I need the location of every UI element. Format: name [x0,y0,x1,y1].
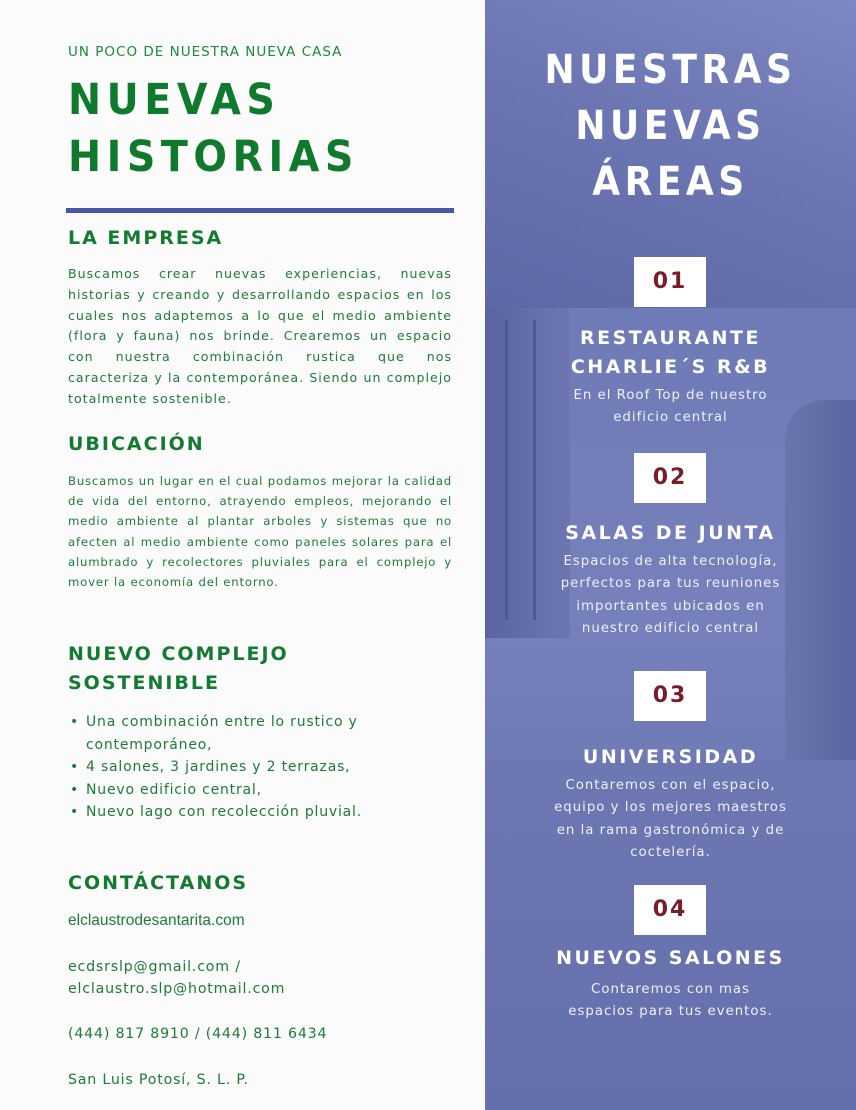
desc-line: Contaremos con mas [591,982,750,997]
email-link-2[interactable]: elclaustro.slp@hotmail.com [68,981,286,997]
area-title-salones: NUEVOS SALONES [556,947,785,969]
empresa-body: Buscamos crear nuevas experiencias, nuevas historias y creando y desarrollando espacios en los cuales nos adaptemos a lo que el medio ambiente (flora y fauna) nos brinde. Crearemos un espacio con nuestra combinación rustica que nos caracteriza y la contemporánea. Siendo un complejo totalmente sostenible. [68,266,452,406]
list-item: • Nuevo lago con recolección pluvial. [68,801,458,824]
desc-line: en la rama gastronómica y de [556,822,785,838]
complejo-heading-line-1: NUEVO COMPLEJO [68,643,289,665]
areas-title-line-3: ÁREAS [592,159,749,205]
area-title-universidad: UNIVERSIDAD [582,746,759,768]
area-title-line: RESTAURANTE [579,327,761,349]
area-title-restaurante [485,324,856,382]
complejo-heading [68,640,289,698]
location-text: San Luis Potosí, S. L. P. [68,1072,249,1088]
complejo-bullet-list [68,711,458,824]
areas-title [504,42,838,210]
area-number-04: 04 [634,885,706,935]
area-number-02: 02 [634,453,706,503]
website-link[interactable]: elclaustrodesantarita.com [68,912,245,929]
phone-numbers: (444) 817 8910 / (444) 811 6434 [68,1026,328,1042]
main-title [68,72,436,186]
area-desc-salas [535,551,806,641]
contacto-heading: CONTÁCTANOS [68,872,249,894]
desc-line: En el Roof Top de nuestro [573,388,768,403]
area-number-03: 03 [634,671,706,721]
list-item: • Nuevo edificio central, [68,779,458,802]
area-title-salas: SALAS DE JUNTA [565,522,776,544]
main-title-line-2: HISTORIAS [68,132,359,182]
empresa-heading: LA EMPRESA [68,227,224,249]
main-title-line-1: NUEVAS [68,75,281,125]
list-item: • 4 salones, 3 jardines y 2 terrazas, [68,756,458,779]
area-desc-restaurante [535,385,806,430]
desc-line: espacios para tus eventos. [568,1004,773,1020]
area-desc-universidad [535,775,806,865]
area-title-line: CHARLIE´S R&B [570,356,771,378]
desc-line: Espacios de alta tecnología, [563,554,778,569]
right-column [485,0,856,1110]
title-divider [66,208,454,213]
area-desc-salones [535,979,806,1024]
ubicacion-body: Buscamos un lugar en el cual podamos mejorar la calidad de vida del entorno, atrayendo empleos, mejorando el medio ambiente al plantar arboles y sistemas que no afecten al medio ambiente como paneles solares para el alumbrado y recolectores pluviales para el complejo y mover la economía del entorno. [68,474,452,590]
desc-line: Contaremos con el espacio, [565,778,776,793]
desc-line: nuestro edificio central [581,621,760,637]
desc-line: equipo y los mejores maestros [554,800,787,816]
email-link-1[interactable]: ecdsrslp@gmail.com / [68,959,241,975]
areas-title-line-1: NUESTRAS [544,47,797,93]
complejo-heading-line-2: SOSTENIBLE [68,672,220,694]
ubicacion-heading: UBICACIÓN [68,433,205,455]
eyebrow-text: UN POCO DE NUESTRA NUEVA CASA [68,44,343,60]
desc-line: edificio central [613,410,728,426]
desc-line: perfectos para tus reuniones [560,576,781,592]
areas-title-line-2: NUEVAS [575,103,766,149]
desc-line: importantes ubicados en [576,598,765,614]
desc-line: coctelería. [630,845,711,861]
list-item: • Una combinación entre lo rustico y contemporáneo, [68,711,458,756]
area-number-01: 01 [634,257,706,307]
